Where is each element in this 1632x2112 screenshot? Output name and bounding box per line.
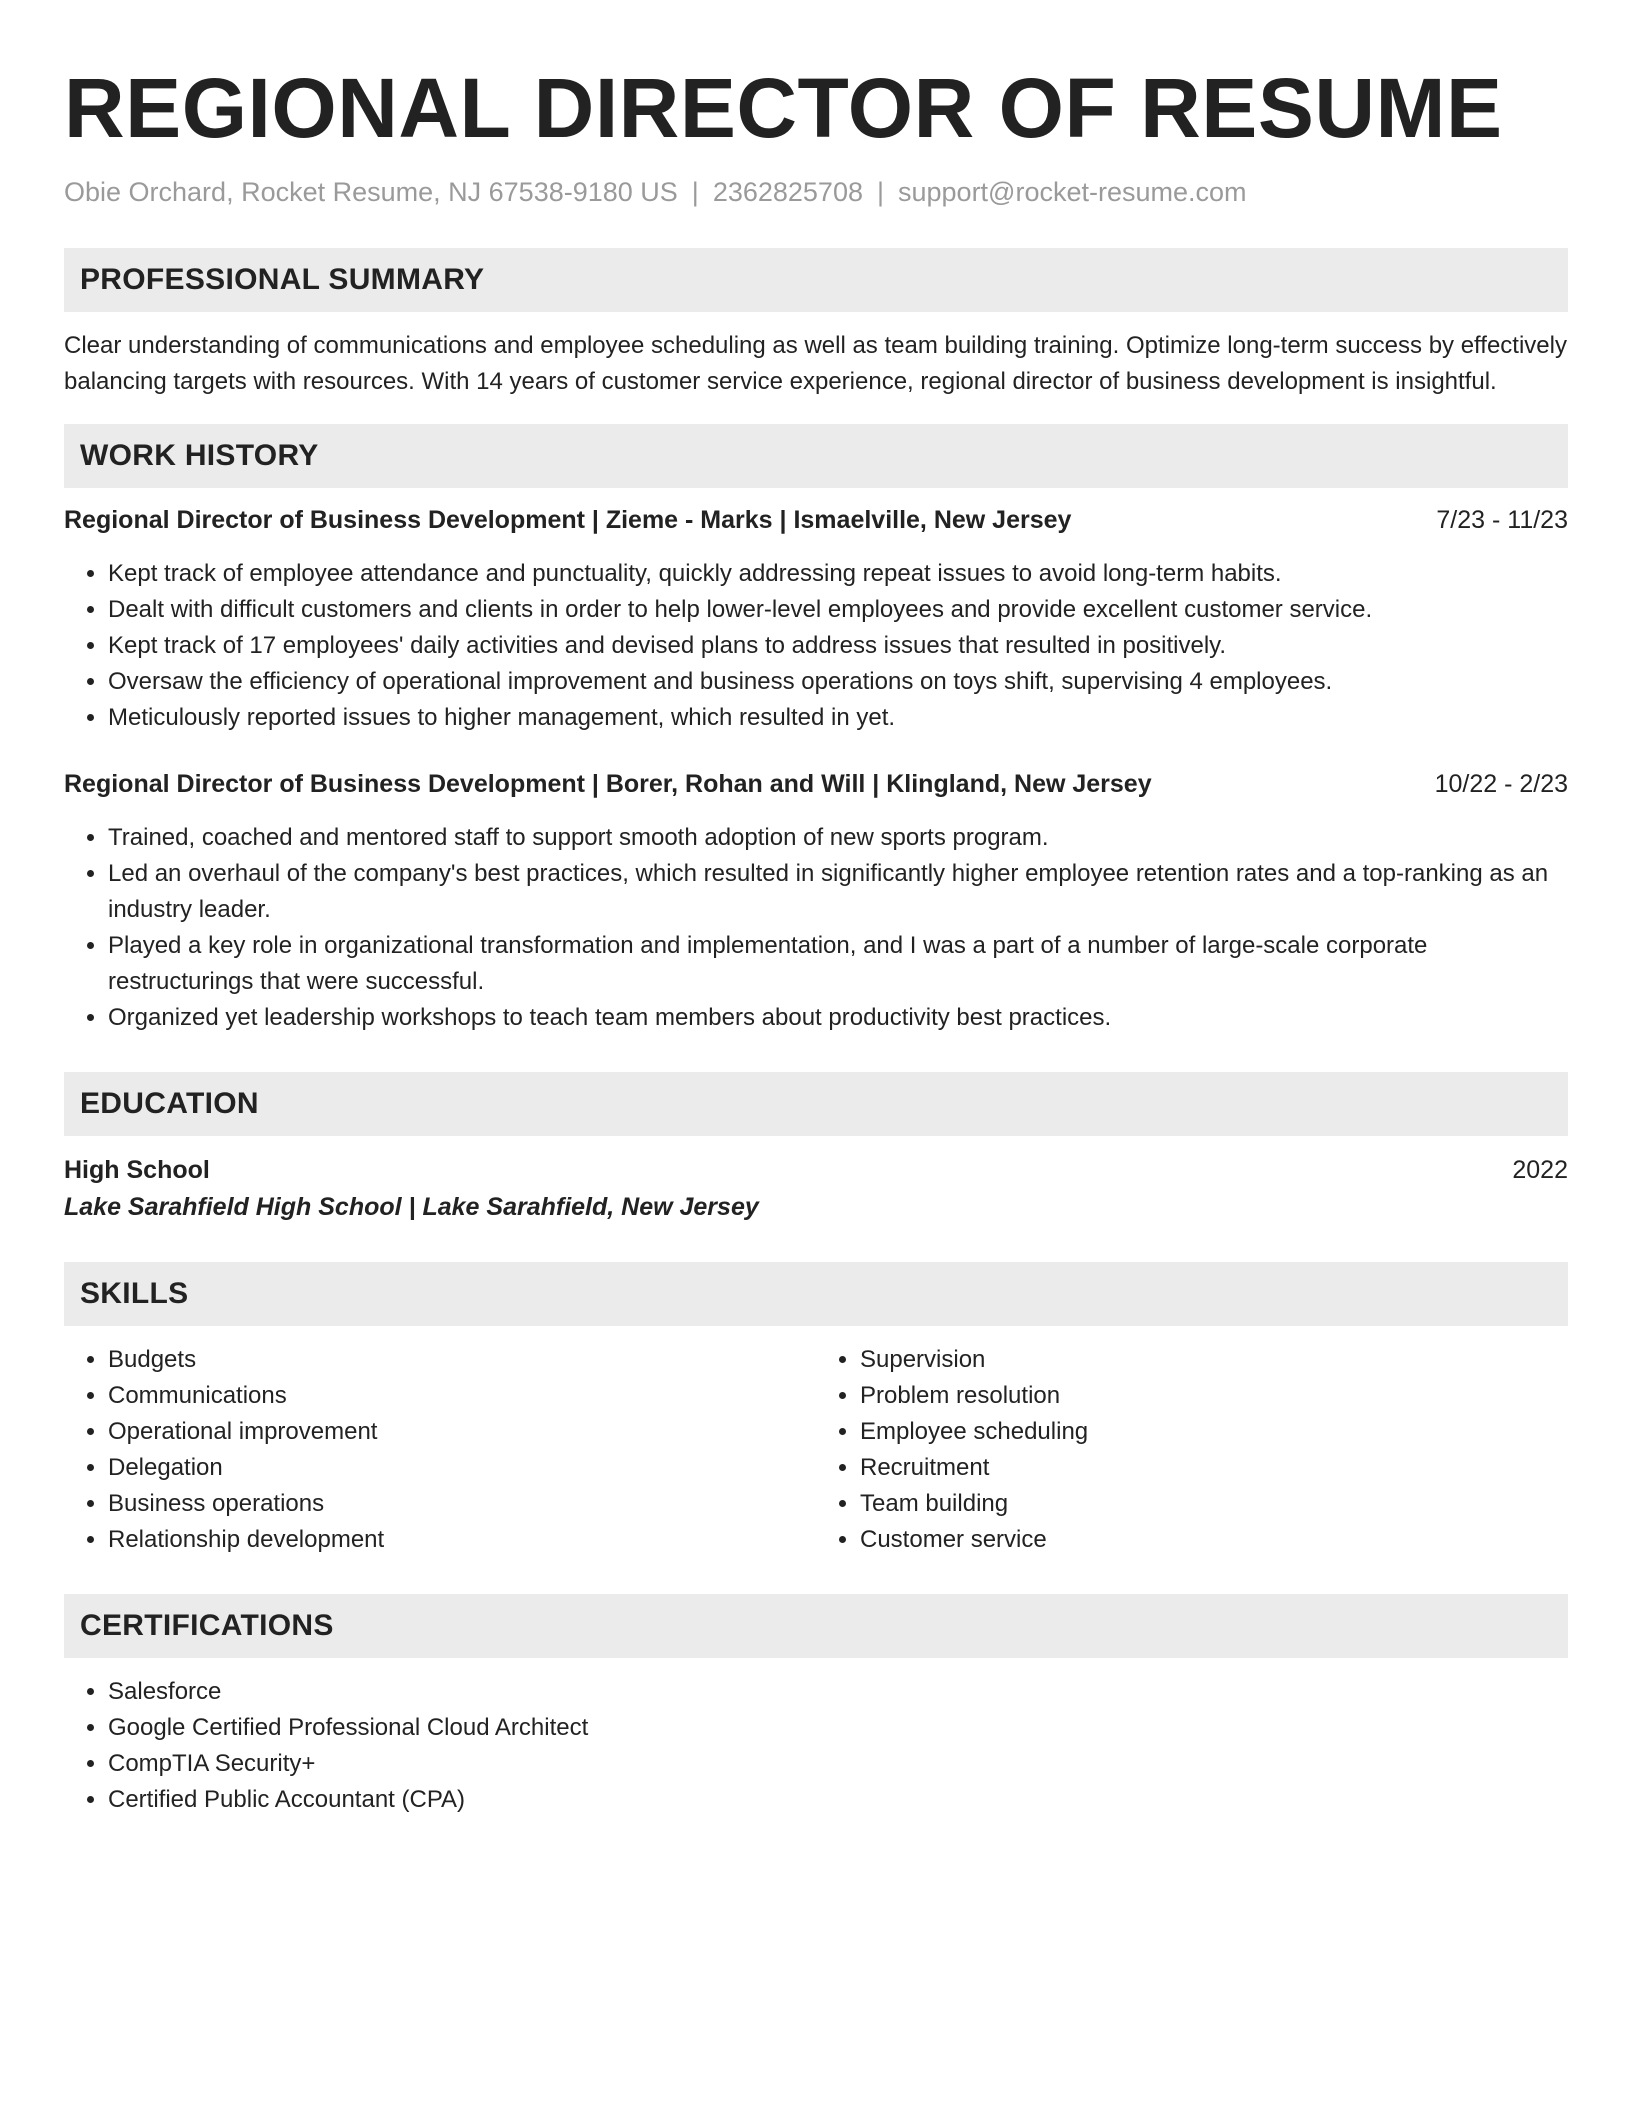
skills-list-right xyxy=(816,1342,1568,1558)
job-dates: 7/23 - 11/23 xyxy=(1436,506,1568,534)
skills-list-left xyxy=(64,1342,816,1558)
job-title: Regional Director of Business Development | Borer, Rohan and Will | Klingland, New Jersey xyxy=(64,770,1152,798)
contact-separator: | xyxy=(876,177,884,207)
section-heading-summary: PROFESSIONAL SUMMARY xyxy=(64,248,1568,312)
contact-line xyxy=(64,174,1568,210)
skill-item: • Employee scheduling xyxy=(860,1414,1568,1450)
job-bullet: • Organized yet leadership workshops to teach team members about productivity best practices. xyxy=(108,1000,1568,1036)
certification-item: • Google Certified Professional Cloud Architect xyxy=(108,1710,1568,1746)
job-header xyxy=(64,502,1568,538)
job-entry xyxy=(64,766,1568,1036)
skill-item: • Relationship development xyxy=(108,1522,816,1558)
job-bullet: • Kept track of 17 employees' daily activities and devised plans to address issues that resulted in positively. xyxy=(108,628,1568,664)
skill-item: • Problem resolution xyxy=(860,1378,1568,1414)
contact-address: Obie Orchard, Rocket Resume, NJ 67538-9180 US xyxy=(64,177,678,207)
skill-item: • Team building xyxy=(860,1486,1568,1522)
certifications-list xyxy=(64,1674,1568,1818)
job-bullets xyxy=(64,820,1568,1036)
education-year: 2022 xyxy=(1512,1156,1568,1184)
skills-columns xyxy=(64,1342,1568,1558)
education-degree: High School xyxy=(64,1156,210,1184)
contact-email: support@rocket-resume.com xyxy=(898,177,1247,207)
education-school: Lake Sarahfield High School | Lake Sarahfield, New Jersey xyxy=(64,1193,759,1221)
education-entry xyxy=(64,1152,1568,1226)
skill-item: • Recruitment xyxy=(860,1450,1568,1486)
job-bullet: • Dealt with difficult customers and clients in order to help lower-level employees and provide excellent customer service. xyxy=(108,592,1568,628)
contact-phone: 2362825708 xyxy=(712,177,863,207)
section-heading-education: EDUCATION xyxy=(64,1072,1568,1136)
skill-item: • Communications xyxy=(108,1378,816,1414)
skill-item: • Supervision xyxy=(860,1342,1568,1378)
certification-item: • Certified Public Accountant (CPA) xyxy=(108,1782,1568,1818)
job-bullet: • Meticulously reported issues to higher management, which resulted in yet. xyxy=(108,700,1568,736)
skill-item: • Business operations xyxy=(108,1486,816,1522)
job-bullet: • Trained, coached and mentored staff to support smooth adoption of new sports program. xyxy=(108,820,1568,856)
section-heading-certifications: CERTIFICATIONS xyxy=(64,1594,1568,1658)
skill-item: • Budgets xyxy=(108,1342,816,1378)
skill-item: • Customer service xyxy=(860,1522,1568,1558)
contact-separator: | xyxy=(691,177,699,207)
job-entry xyxy=(64,502,1568,736)
certification-item: • Salesforce xyxy=(108,1674,1568,1710)
summary-text: Clear understanding of communications and employee scheduling as well as team building training. Optimize long-term success by effectively balancing targets with resources. With 14 years of customer service experience, regional director of business development is insightful. xyxy=(64,332,1567,395)
job-dates: 10/22 - 2/23 xyxy=(1434,770,1568,798)
certification-item: • CompTIA Security+ xyxy=(108,1746,1568,1782)
education-header xyxy=(64,1152,1568,1188)
job-bullet: • Oversaw the efficiency of operational improvement and business operations on toys shift, supervising 4 employees. xyxy=(108,664,1568,700)
job-bullet: • Played a key role in organizational transformation and implementation, and I was a part of a number of large-scale corporate restructurings that were successful. xyxy=(108,928,1568,1000)
job-bullets xyxy=(64,556,1568,736)
skill-item: • Delegation xyxy=(108,1450,816,1486)
job-title: Regional Director of Business Development | Zieme - Marks | Ismaelville, New Jersey xyxy=(64,506,1072,534)
skill-item: • Operational improvement xyxy=(108,1414,816,1450)
job-bullet: • Led an overhaul of the company's best practices, which resulted in significantly higher employee retention rates and a top-ranking as an industry leader. xyxy=(108,856,1568,928)
resume-name: REGIONAL DIRECTOR OF RESUME xyxy=(64,61,1503,155)
job-header xyxy=(64,766,1568,802)
section-heading-work-history: WORK HISTORY xyxy=(64,424,1568,488)
section-heading-skills: SKILLS xyxy=(64,1262,1568,1326)
job-bullet: • Kept track of employee attendance and punctuality, quickly addressing repeat issues to avoid long-term habits. xyxy=(108,556,1568,592)
